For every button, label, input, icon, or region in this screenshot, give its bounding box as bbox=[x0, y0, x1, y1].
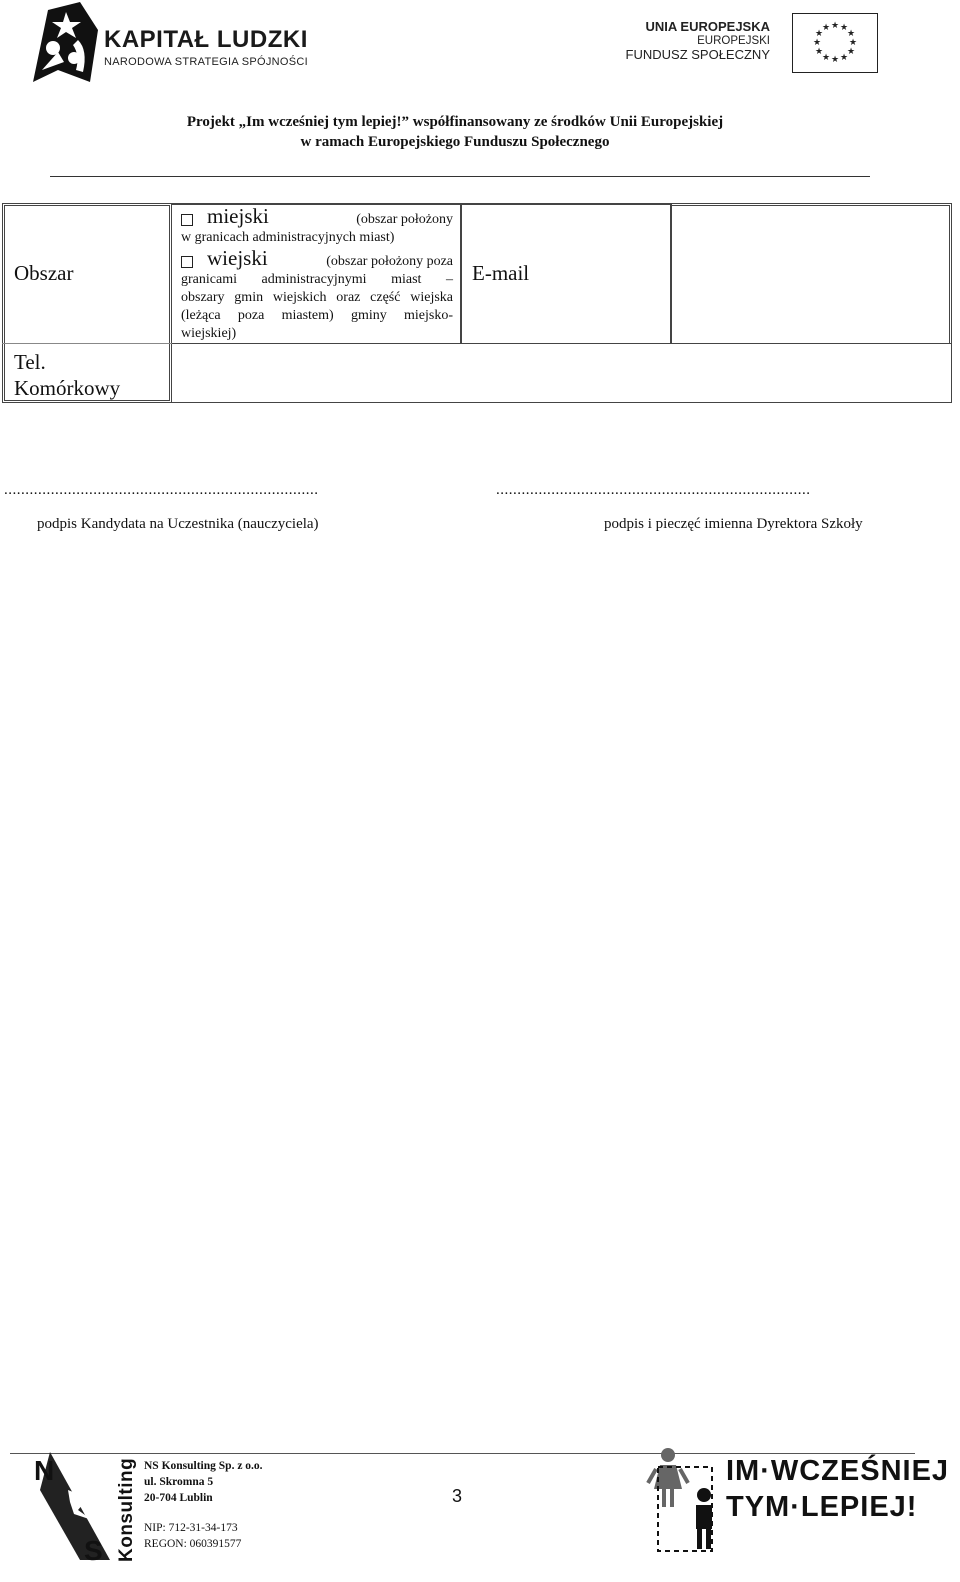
rural-desc-2: granicami administracyjnymi miast – bbox=[181, 272, 453, 287]
svg-text:★: ★ bbox=[821, 23, 831, 33]
company-address bbox=[144, 1458, 263, 1506]
eu-line-3: FUNDUSZ SPOŁECZNY bbox=[625, 47, 770, 62]
label-column-divider bbox=[2, 343, 172, 344]
phone-label-line-1: Tel. bbox=[14, 350, 46, 374]
phone-label bbox=[14, 349, 120, 401]
option-urban[interactable] bbox=[181, 204, 453, 229]
svg-text:★: ★ bbox=[830, 55, 840, 65]
eu-fund-label bbox=[626, 20, 770, 62]
svg-text:★: ★ bbox=[848, 38, 858, 48]
page-number: 3 bbox=[452, 1486, 463, 1506]
rural-desc-4: (leżąca poza miastem) gminy miejsko- bbox=[181, 308, 453, 323]
slogan-line-2: TYM·LEPIEJ! bbox=[726, 1491, 918, 1523]
svg-text:★: ★ bbox=[846, 29, 856, 39]
company-regon: REGON: 060391577 bbox=[144, 1538, 242, 1550]
company-nip: NIP: 712-31-34-173 bbox=[144, 1522, 238, 1534]
email-field[interactable] bbox=[672, 203, 952, 343]
phone-field[interactable] bbox=[172, 343, 952, 403]
svg-text:★: ★ bbox=[839, 53, 849, 63]
urban-desc-2: w granicach administracyjnych miast) bbox=[181, 230, 395, 245]
project-title-line-2: w ramach Europejskiego Funduszu Społecznego bbox=[300, 134, 610, 150]
kapital-ludzki-subtitle: NARODOWA STRATEGIA SPÓJNOŚCI bbox=[104, 56, 308, 68]
urban-label: miejski bbox=[207, 204, 269, 228]
svg-text:★: ★ bbox=[830, 21, 840, 31]
svg-text:S: S bbox=[84, 1535, 103, 1566]
director-signature-line[interactable]: .......................................................................... bbox=[496, 482, 811, 498]
rural-desc-3: obszary gmin wiejskich oraz część wiejska bbox=[181, 290, 453, 305]
children-figures-icon bbox=[646, 1445, 722, 1555]
project-title-line-1: Projekt „Im wcześniej tym lepiej!” współfinansowany ze środków Unii Europejskiej bbox=[186, 114, 724, 130]
svg-text:N: N bbox=[34, 1455, 55, 1486]
company-name: NS Konsulting Sp. z o.o. bbox=[144, 1460, 263, 1472]
svg-text:★: ★ bbox=[814, 47, 824, 57]
svg-text:★: ★ bbox=[812, 38, 822, 48]
area-label: Obszar bbox=[14, 261, 74, 285]
director-signature-label: podpis i pieczęć imienna Dyrektora Szkoły bbox=[604, 516, 863, 532]
company-ids bbox=[144, 1520, 241, 1552]
svg-text:★: ★ bbox=[814, 29, 824, 39]
svg-text:★: ★ bbox=[846, 47, 856, 57]
urban-desc-1: (obszar położony bbox=[356, 212, 453, 227]
kapital-ludzki-title: KAPITAŁ LUDZKI bbox=[104, 26, 308, 53]
rural-checkbox[interactable] bbox=[181, 256, 193, 268]
urban-checkbox[interactable] bbox=[181, 214, 193, 226]
email-label: E-mail bbox=[472, 261, 530, 285]
ns-konsulting-logo bbox=[30, 1450, 140, 1570]
svg-text:★: ★ bbox=[821, 53, 831, 63]
rural-label: wiejski bbox=[207, 246, 268, 270]
eu-line-2: EUROPEJSKI bbox=[697, 35, 770, 47]
svg-text:★: ★ bbox=[839, 23, 849, 33]
slogan-line-1: IM·WCZEŚNIEJ bbox=[726, 1455, 950, 1487]
option-rural[interactable] bbox=[181, 246, 453, 271]
kapital-ludzki-emblem-icon bbox=[28, 0, 108, 90]
company-street: ul. Skromna 5 bbox=[144, 1476, 214, 1488]
company-city: 20-704 Lublin bbox=[144, 1492, 213, 1504]
im-wczesniej-logo bbox=[646, 1445, 950, 1565]
rural-desc-5: wiejskiej) bbox=[181, 326, 237, 341]
applicant-signature-label: podpis Kandydata na Uczestnika (nauczyciela) bbox=[37, 516, 319, 532]
eu-line-1: UNIA EUROPEJSKA bbox=[645, 19, 770, 34]
eu-flag-icon bbox=[792, 13, 878, 73]
applicant-signature-line[interactable]: .......................................................................... bbox=[4, 482, 319, 498]
area-options bbox=[181, 204, 453, 343]
header-divider bbox=[50, 176, 870, 177]
ns-logo-text: Konsulting bbox=[116, 1457, 137, 1562]
applicant-form-table bbox=[2, 203, 957, 408]
phone-label-line-2: Komórkowy bbox=[14, 376, 121, 400]
rural-desc-1: (obszar położony poza bbox=[326, 254, 453, 269]
